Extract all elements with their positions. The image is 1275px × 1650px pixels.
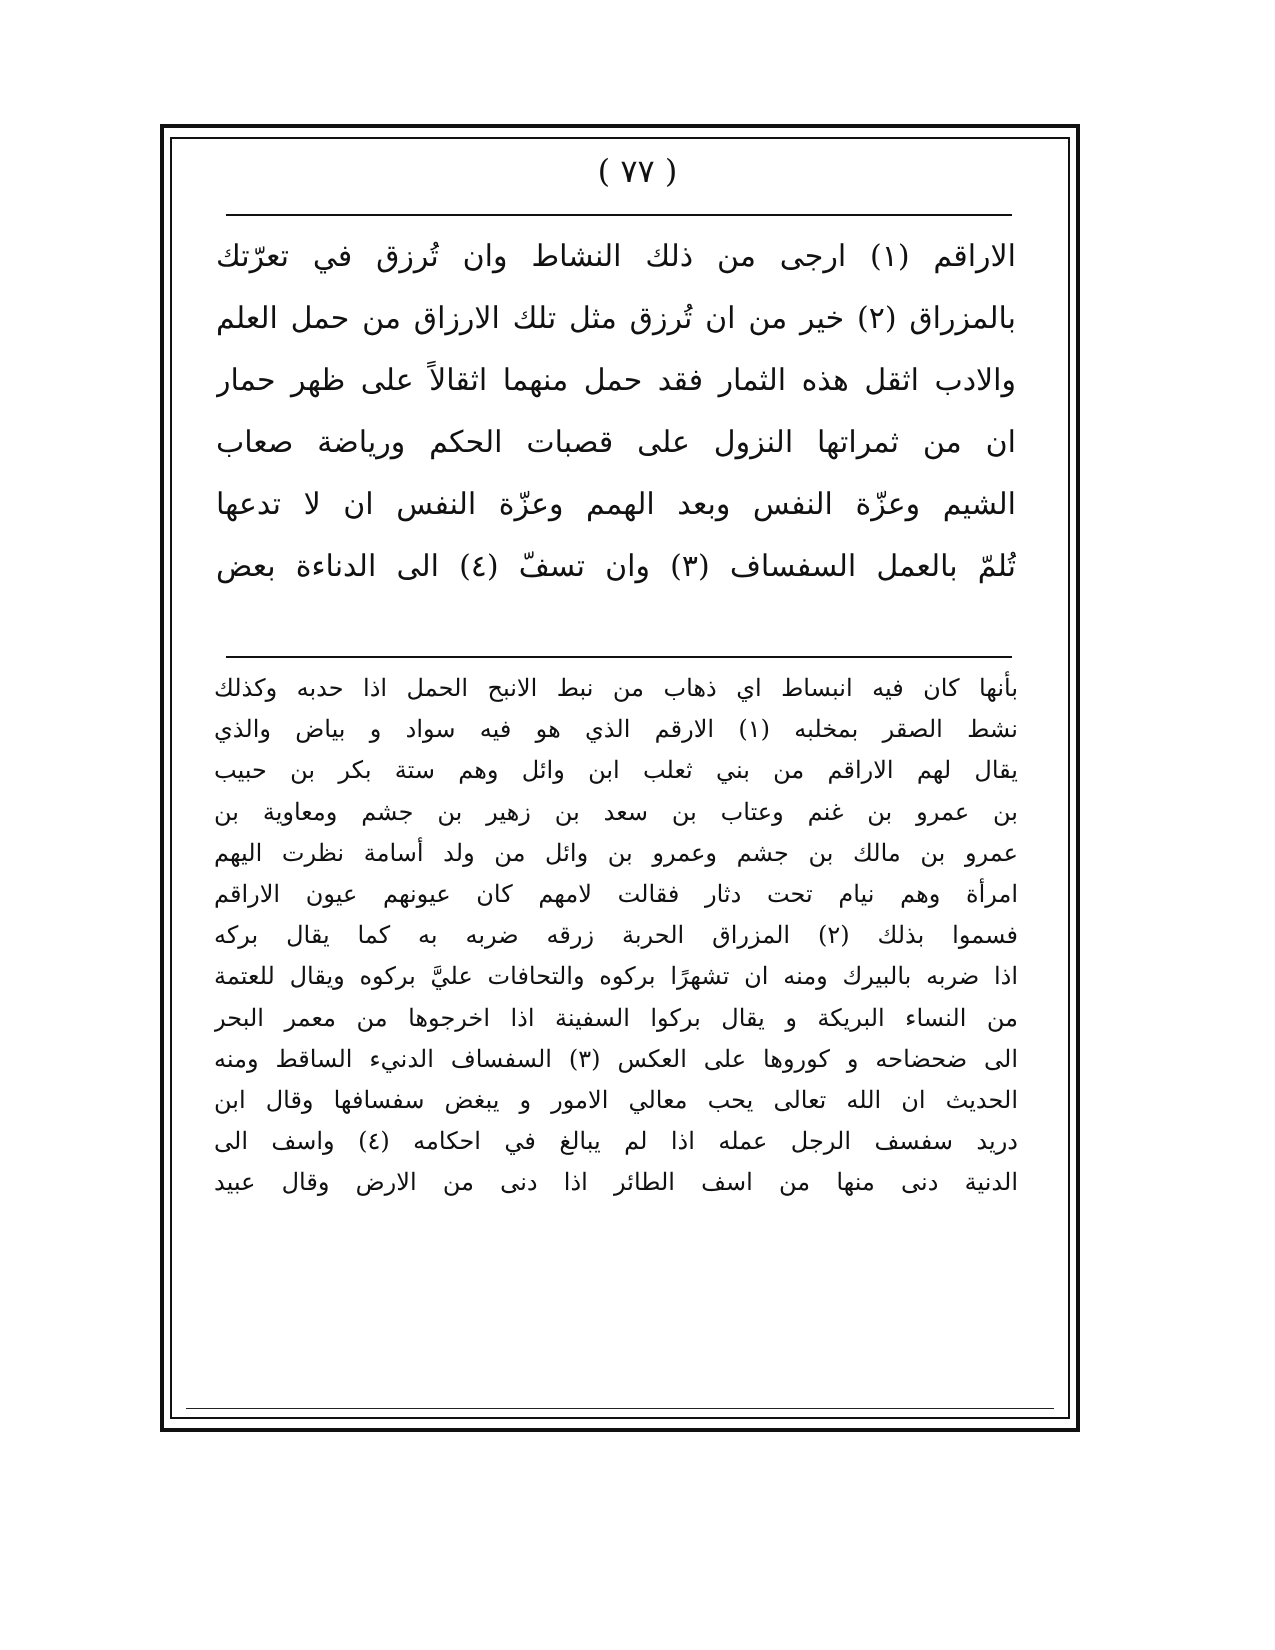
main-text-line: الاراقم (١) ارجى من ذلك النشاط وان تُرزق في تعرّتك: [216, 239, 1016, 274]
bottom-frame-rule: [186, 1408, 1054, 1409]
main-text-line: تُلمّ بالعمل السفساف (٣) وان تسفّ (٤) الى الدناءة بعض: [216, 549, 1016, 584]
main-text-block: [216, 226, 1016, 598]
footnote-line: بن عمرو بن غنم وعتاب بن سعد بن زهير بن جشم ومعاوية بن: [214, 797, 1018, 826]
header-rule: [226, 214, 1012, 216]
footnote-separator-rule: [226, 656, 1012, 658]
main-text-line: الشيم وعزّة النفس وبعد الهمم وعزّة النفس ان لا تدعها: [216, 487, 1016, 522]
footnote-line: فسموا بذلك (٢) المزراق الحربة زرقه ضربه به كما يقال بركه: [214, 921, 1018, 950]
footnote-line: امرأة وهم نيام تحت دثار فقالت لامهم كان عيونهم عيون الاراقم: [214, 879, 1018, 908]
main-text-line: والادب اثقل هذه الثمار فقد حمل منهما اثقالاً على ظهر حمار: [216, 363, 1016, 398]
footnote-line: الحديث ان الله تعالى يحب معالي الامور و يبغض سفسافها وقال ابن: [214, 1085, 1018, 1114]
footnote-line: عمرو بن مالك بن جشم وعمرو بن وائل من ولد أسامة نظرت اليهم: [214, 838, 1018, 867]
footnote-line: بأنها كان فيه انبساط اي ذهاب من نبط الانبح الحمل اذا حدبه وكذلك: [214, 674, 1018, 702]
footnote-line: دريد سفسف الرجل عمله اذا لم يبالغ في احكامه (٤) واسف الى: [214, 1127, 1018, 1156]
page-number: ( ٧٧ ): [597, 152, 678, 190]
footnote-line: الدنية دنى منها من اسف الطائر اذا دنى من الارض وقال عبيد: [214, 1168, 1018, 1197]
main-text-line: ان من ثمراتها النزول على قصبات الحكم ورياضة صعاب: [216, 425, 1016, 460]
footnote-line: اذا ضربه بالبيرك ومنه ان تشهرًا بركوه والتحافات عليَّ بركوه ويقال للعتمة: [214, 962, 1018, 991]
footnotes-block: [214, 668, 1018, 1203]
footnote-line: نشط الصقر بمخلبه (١) الارقم الذي هو فيه سواد و بياض والذي: [214, 715, 1018, 744]
footnote-line: يقال لهم الاراقم من بني ثعلب ابن وائل وهم ستة بكر بن حبيب: [214, 756, 1018, 785]
main-text-line: بالمزراق (٢) خير من ان تُرزق مثل تلك الارزاق من حمل العلم: [216, 301, 1016, 336]
footnote-line: من النساء البريكة و يقال بركوا السفينة اذا اخرجوها من معمر البحر: [214, 1003, 1018, 1032]
footnote-line: الى ضحضاحه و كوروها على العكس (٣) السفساف الدنيء الساقط ومنه: [214, 1044, 1018, 1073]
